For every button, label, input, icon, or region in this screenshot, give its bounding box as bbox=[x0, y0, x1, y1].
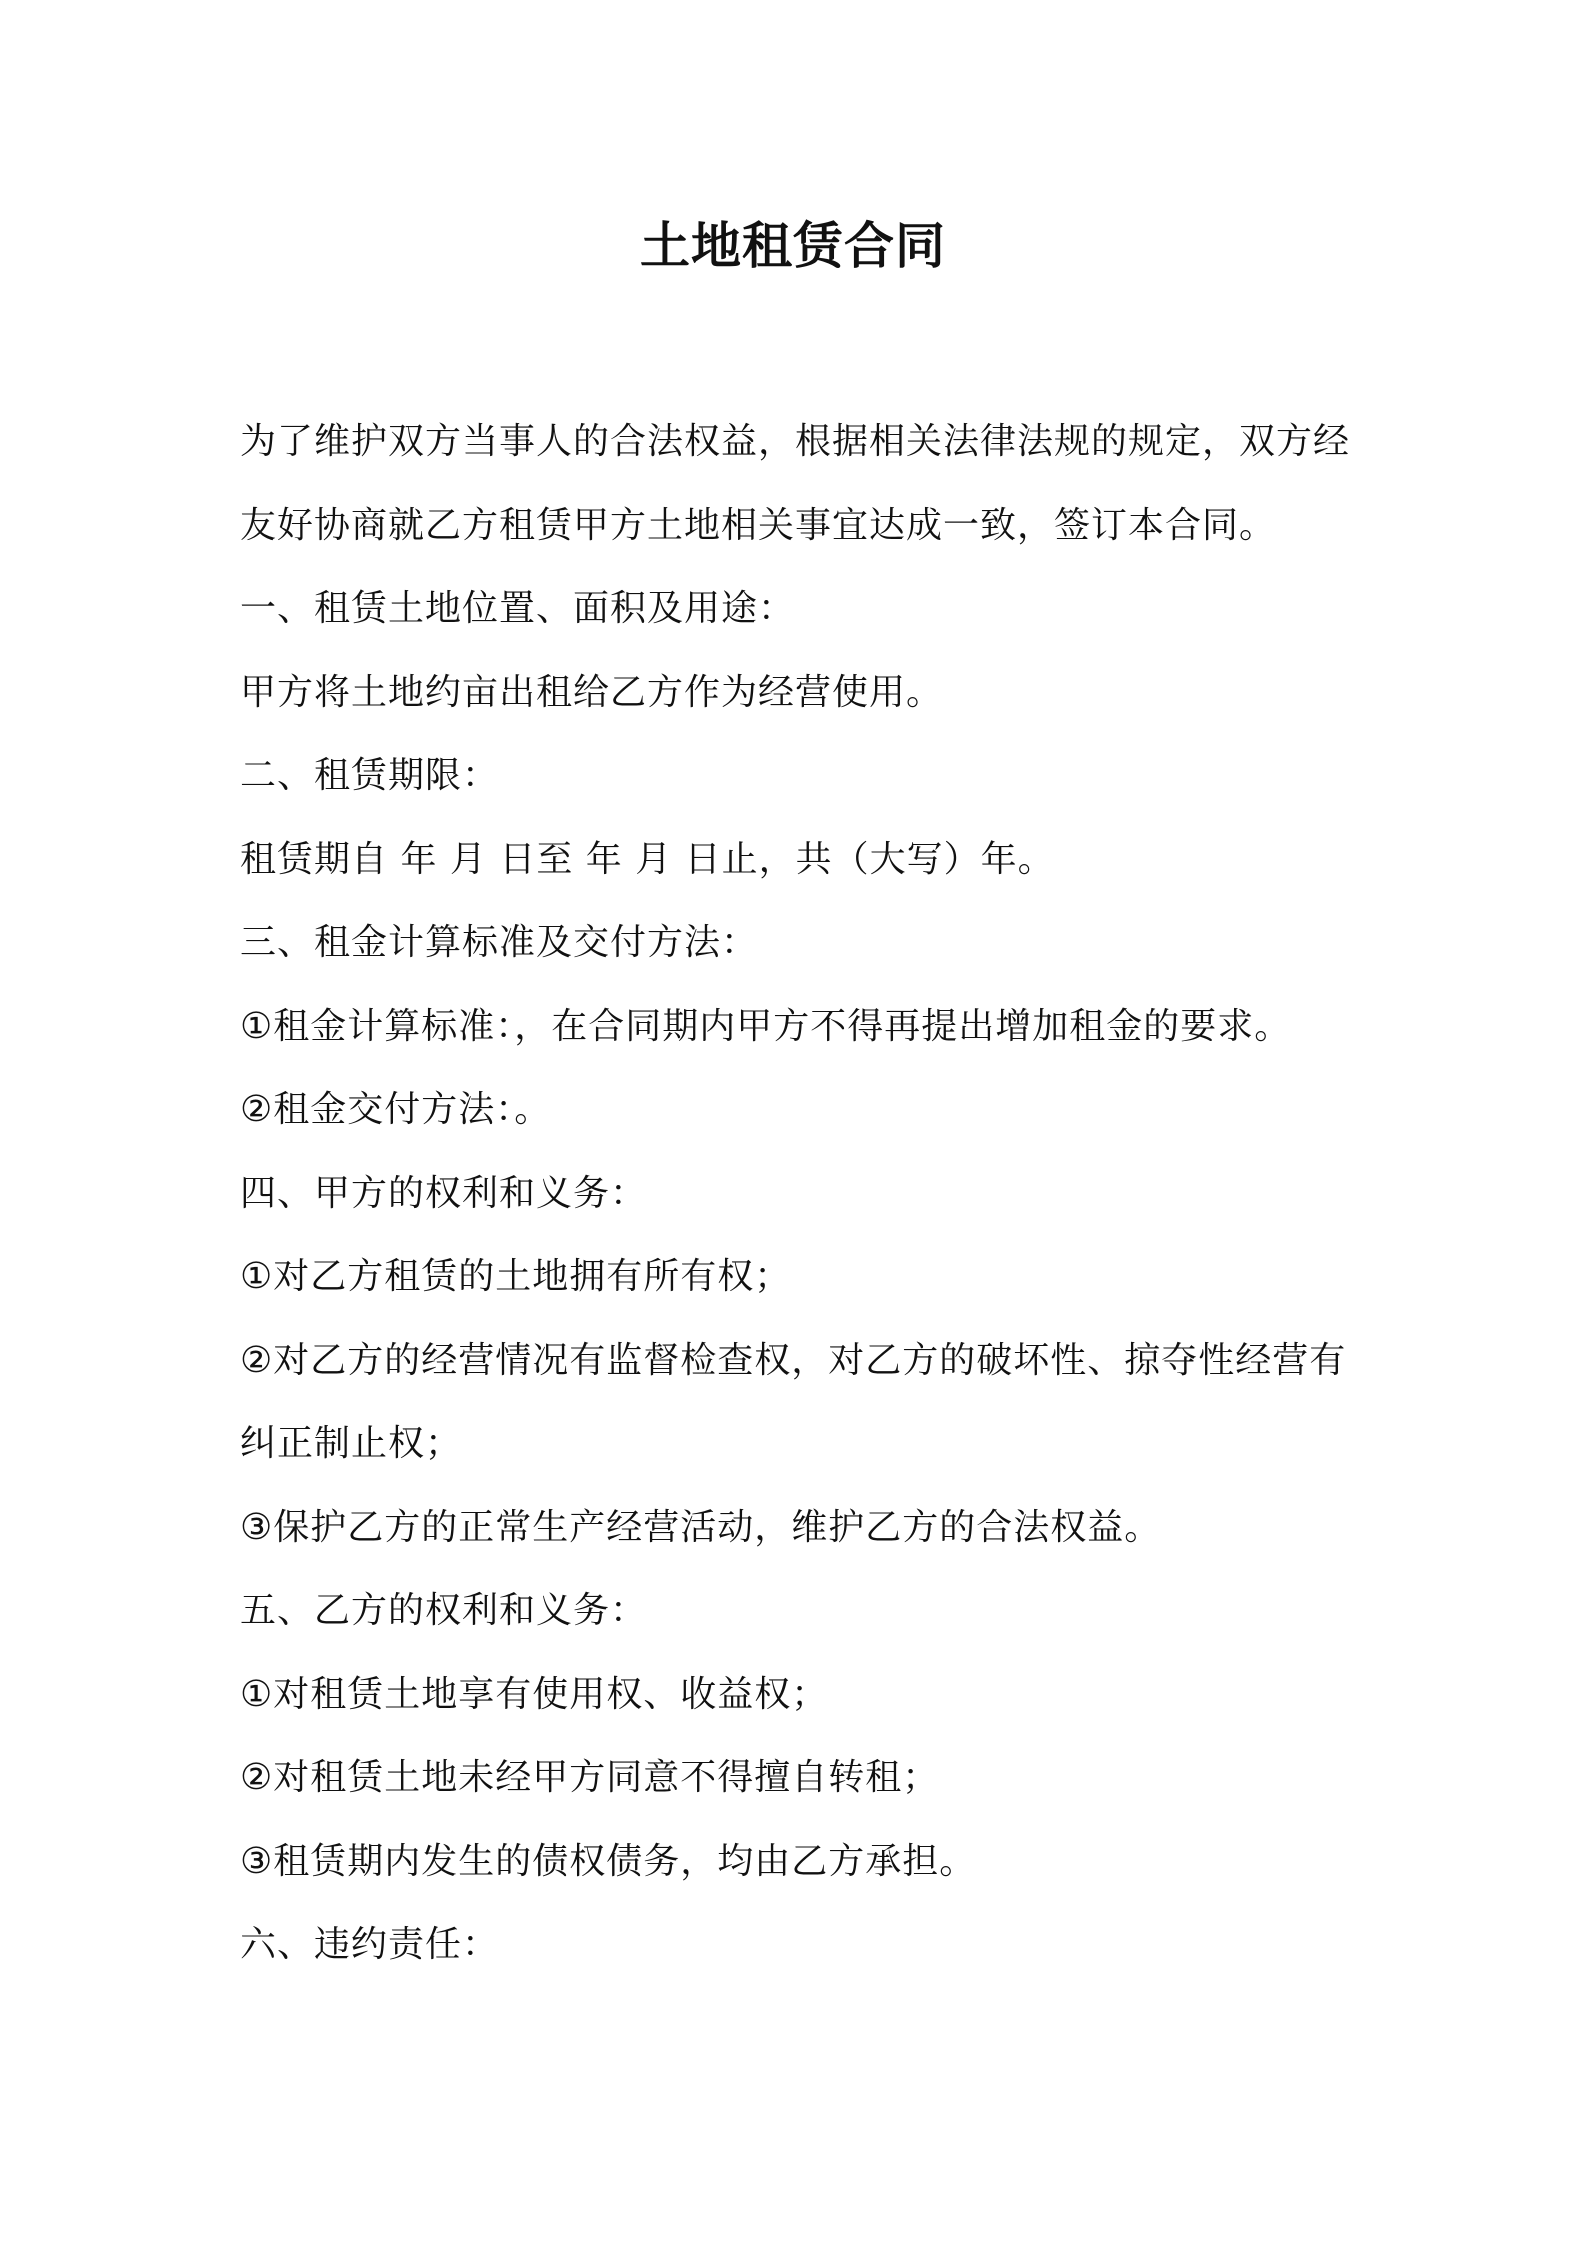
section-4-item-2-continued: 纠正制止权； bbox=[240, 1423, 463, 1464]
section-5-item-2: ②对租赁土地未经甲方同意不得擅自转租； bbox=[240, 1757, 940, 1798]
section-2-text: 租赁期自 年 月 日至 年 月 日止，共（大写）年。 bbox=[240, 838, 1055, 880]
section-4-item-1: ①对乙方租赁的土地拥有所有权； bbox=[240, 1256, 792, 1297]
section-heading-5: 五、乙方的权利和义务： bbox=[240, 1590, 648, 1631]
section-1-text: 甲方将土地约亩出租给乙方作为经营使用。 bbox=[240, 671, 944, 713]
document-body bbox=[240, 400, 1360, 1987]
section-heading-2: 二、租赁期限： bbox=[240, 755, 500, 796]
section-heading-6: 六、违约责任： bbox=[240, 1924, 500, 1965]
section-heading-4: 四、甲方的权利和义务： bbox=[240, 1172, 648, 1214]
section-4-item-3: ③保护乙方的正常生产经营活动，维护乙方的合法权益。 bbox=[240, 1506, 1162, 1548]
section-5-item-3: ③租赁期内发生的债权债务，均由乙方承担。 bbox=[240, 1840, 977, 1882]
section-heading-3: 三、租金计算标准及交付方法： bbox=[240, 922, 759, 963]
section-heading-1: 一、租赁土地位置、面积及用途： bbox=[240, 588, 796, 629]
intro-line-1: 为了维护双方当事人的合法权益，根据相关法律法规的规定，双方经 bbox=[240, 421, 1351, 462]
intro-line-2: 友好协商就乙方租赁甲方土地相关事宜达成一致，签订本合同。 bbox=[240, 504, 1277, 546]
section-3-item-2: ②租金交付方法：。 bbox=[240, 1089, 552, 1130]
section-5-item-1: ①对租赁土地享有使用权、收益权； bbox=[240, 1673, 829, 1715]
section-4-item-2: ②对乙方的经营情况有监督检查权，对乙方的破坏性、掠夺性经营有 bbox=[240, 1339, 1347, 1381]
document-title: 土地租赁合同 bbox=[640, 217, 946, 275]
section-3-item-1: ①租金计算标准：，在合同期内甲方不得再提出增加租金的要求。 bbox=[240, 1005, 1292, 1047]
